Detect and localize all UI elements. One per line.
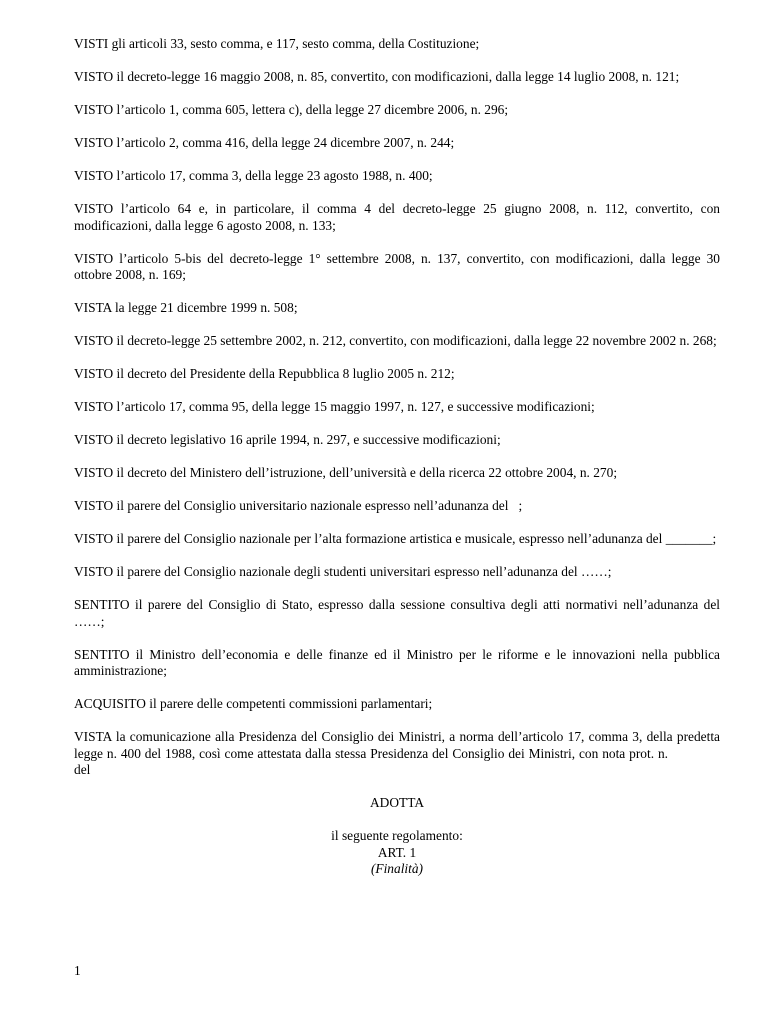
paragraph-visti-costituzione: VISTI gli articoli 33, sesto comma, e 117, sesto comma, della Costituzione; xyxy=(74,36,480,51)
paragraph-sentito-ministro: SENTITO il Ministro dell’economia e delle finanze ed il Ministro per le riforme e le innovazioni nella pubblica amministrazione; xyxy=(74,646,720,678)
paragraph-consiglio-stato: SENTITO il parere del Consiglio di Stato, espresso dalla sessione consultiva degli atti normativi nell’adunanza del ……; xyxy=(74,597,720,629)
paragraph-decreto-212: VISTO il decreto-legge 25 settembre 2002, n. 212, convertito, con modificazioni, dalla legge 22 novembre 2002 n. 268; xyxy=(74,333,717,348)
paragraph-legge-508: VISTA la legge 21 dicembre 1999 n. 508; xyxy=(74,300,298,315)
paragraph-legge-127: VISTO l’articolo 17, comma 95, della legge 15 maggio 1997, n. 127, e successive modificazioni; xyxy=(74,399,595,414)
comunicazione-text: VISTA la comunicazione alla Presidenza del Consiglio dei Ministri, a norma dell’articolo 17, comma 3, della predetta legge n. 400 del 1988, così come attestata dalla stessa Presidenza del Consiglio dei Ministri, con nota prot. n. xyxy=(74,729,720,761)
paragraph-decreto-112: VISTO l’articolo 64 e, in particolare, il comma 4 del decreto-legge 25 giugno 2008, n. 112, convertito, con modificazioni, dalla legge 6 agosto 2008, n. 133; xyxy=(74,201,720,233)
comunicazione-tail: del xyxy=(74,762,91,777)
article-subtitle: (Finalità) xyxy=(370,861,424,876)
paragraph-dlgs-297: VISTO il decreto legislativo 16 aprile 1994, n. 297, e successive modificazioni; xyxy=(74,432,501,447)
article-title: ART. 1 xyxy=(377,844,417,860)
paragraph-comunicazione xyxy=(74,729,720,779)
paragraph-legge-296: VISTO l’articolo 1, comma 605, lettera c), della legge 27 dicembre 2006, n. 296; xyxy=(74,102,509,117)
parere-cun-text: VISTO il parere del Consiglio universitario nazionale espresso nell’adunanza del xyxy=(74,498,509,513)
regolamento-intro: il seguente regolamento: xyxy=(331,828,463,843)
paragraph-decreto-137: VISTO l’articolo 5-bis del decreto-legge 1° settembre 2008, n. 137, convertito, con modificazioni, dalla legge 30 ottobre 2008, n. 169; xyxy=(74,250,720,282)
paragraph-parere-cun xyxy=(74,498,720,515)
page-number: 1 xyxy=(74,963,81,978)
paragraph-parere-cnam: VISTO il parere del Consiglio nazionale per l’alta formazione artistica e musicale, espresso nell’adunanza del _______; xyxy=(74,531,717,546)
document-page xyxy=(74,36,720,878)
paragraph-dm-270: VISTO il decreto del Ministero dell’istruzione, dell’università e della ricerca 22 ottobre 2004, n. 270; xyxy=(74,465,618,480)
paragraph-parere-cnsu: VISTO il parere del Consiglio nazionale degli studenti universitari espresso nell’adunanza del ……; xyxy=(74,564,612,579)
paragraph-legge-400: VISTO l’articolo 17, comma 3, della legge 23 agosto 1988, n. 400; xyxy=(74,168,433,183)
paragraph-commissioni: ACQUISITO il parere delle competenti commissioni parlamentari; xyxy=(74,696,433,711)
parere-cun-end: ; xyxy=(518,498,523,513)
adotta-heading: ADOTTA xyxy=(370,795,424,810)
paragraph-decreto-85: VISTO il decreto-legge 16 maggio 2008, n. 85, convertito, con modificazioni, dalla legge 14 luglio 2008, n. 121; xyxy=(74,69,680,84)
paragraph-dpr-212: VISTO il decreto del Presidente della Repubblica 8 luglio 2005 n. 212; xyxy=(74,366,455,381)
paragraph-legge-244: VISTO l’articolo 2, comma 416, della legge 24 dicembre 2007, n. 244; xyxy=(74,135,455,150)
